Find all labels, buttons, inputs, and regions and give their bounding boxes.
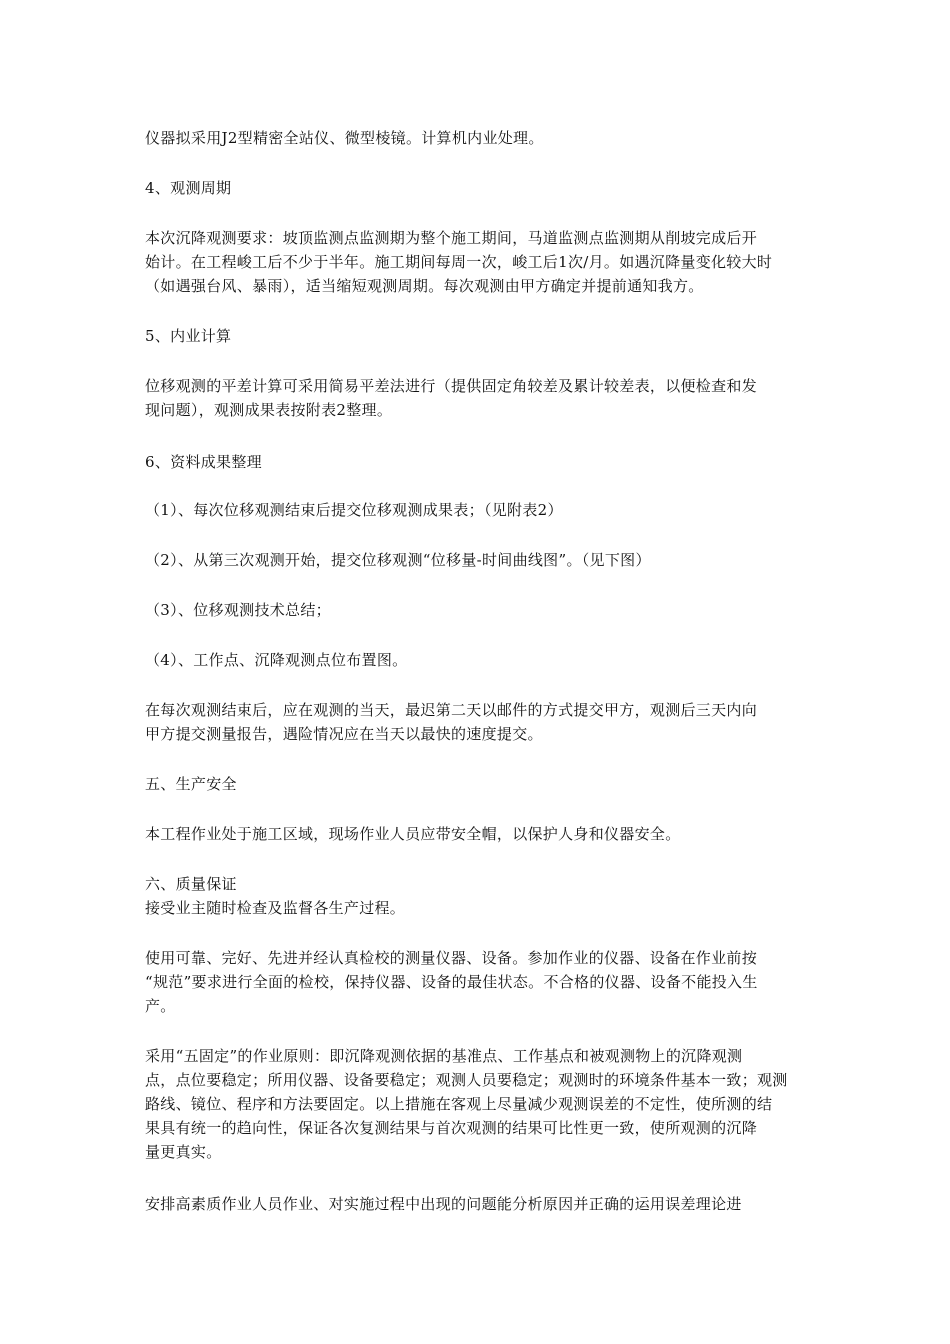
text-line: 使用可靠、完好、先进并经认真检校的测量仪器、设备。参加作业的仪器、设备在作业前按 — [145, 949, 758, 967]
list-item-2 — [145, 548, 810, 572]
text-line: （2）、从第三次观测开始，提交位移观测“位移量-时间曲线图”。（见下图） — [145, 551, 651, 569]
paragraph-personnel — [145, 1192, 810, 1216]
text-line: 仪器拟采用J2型精密全站仪、微型棱镜。计算机内业处理。 — [145, 129, 544, 147]
text-line: 甲方提交测量报告，遇险情况应在当天以最快的速度提交。 — [145, 725, 543, 743]
text-line: （如遇强台风、暴雨），适当缩短观测周期。每次观测由甲方确定并提前通知我方。 — [145, 277, 704, 295]
heading-observation-period — [145, 176, 810, 200]
text-line: 果具有统一的趋向性，保证各次复测结果与首次观测的结果可比性更一致，使所观测的沉降 — [145, 1119, 758, 1137]
text-line: “规范”要求进行全面的检校，保持仪器、设备的最佳状态。不合格的仪器、设备不能投入生 — [145, 973, 758, 991]
text-line: 位移观测的平差计算可采用简易平差法进行（提供固定角较差及累计较差表，以便检查和发 — [145, 377, 758, 395]
text-line: 接受业主随时检查及监督各生产过程。 — [145, 899, 406, 917]
text-line: 6、资料成果整理 — [145, 453, 262, 471]
text-line: 本工程作业处于施工区域，现场作业人员应带安全帽，以保护人身和仪器安全。 — [145, 825, 681, 843]
paragraph-adjustment — [145, 374, 810, 422]
text-line: （4）、工作点、沉降观测点位布置图。 — [145, 651, 408, 669]
paragraph-instruments — [145, 126, 810, 150]
text-line: 现问题），观测成果表按附表2整理。 — [145, 401, 393, 419]
text-line: 点，点位要稳定；所用仪器、设备要稳定；观测人员要稳定；观测时的环境条件基本一致；观测 — [145, 1071, 788, 1089]
heading-quality-assurance — [145, 872, 810, 920]
text-line: （1）、每次位移观测结束后提交位移观测成果表；（见附表2） — [145, 501, 563, 519]
text-line: 5、内业计算 — [145, 327, 232, 345]
text-line: 采用“五固定”的作业原则：即沉降观测依据的基准点、工作基点和被观测物上的沉降观测 — [145, 1047, 743, 1065]
text-line: 五、生产安全 — [145, 775, 237, 793]
paragraph-five-fixed — [145, 1044, 810, 1164]
text-line: 4、观测周期 — [145, 179, 232, 197]
paragraph-submission — [145, 698, 810, 746]
paragraph-instruments-quality — [145, 946, 810, 1018]
text-line: 在每次观测结束后，应在观测的当天，最迟第二天以邮件的方式提交甲方，观测后三天内向 — [145, 701, 758, 719]
text-line: 量更真实。 — [145, 1143, 222, 1161]
list-item-4 — [145, 648, 810, 672]
list-item-3 — [145, 598, 810, 622]
heading-office-calculation — [145, 324, 810, 348]
text-line: 路线、镜位、程序和方法要固定。以上措施在客观上尽量减少观测误差的不定性，使所测的结 — [145, 1095, 773, 1113]
text-line: 产。 — [145, 997, 176, 1015]
list-item-1 — [145, 498, 810, 522]
paragraph-observation-requirements — [145, 226, 810, 298]
heading-production-safety — [145, 772, 810, 796]
text-line: 本次沉降观测要求：坡顶监测点监测期为整个施工期间，马道监测点监测期从削坡完成后开 — [145, 229, 758, 247]
text-line: 安排高素质作业人员作业、对实施过程中出现的问题能分析原因并正确的运用误差理论进 — [145, 1195, 742, 1213]
paragraph-safety — [145, 822, 810, 846]
text-line: 始计。在工程峻工后不少于半年。施工期间每周一次，峻工后1次/月。如遇沉降量变化较大时 — [145, 253, 773, 271]
text-line: （3）、位移观测技术总结； — [145, 601, 331, 619]
text-line: 六、质量保证 — [145, 875, 237, 893]
heading-data-results — [145, 450, 810, 474]
